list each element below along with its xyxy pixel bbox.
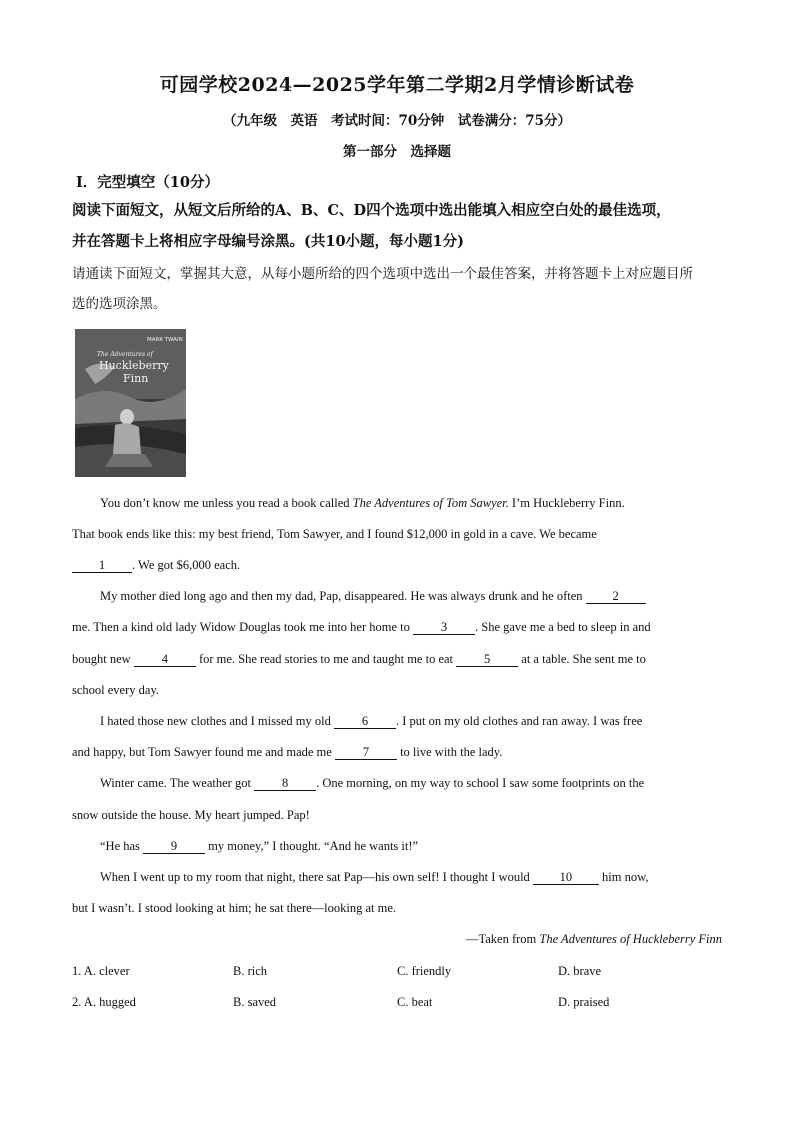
- option-1c[interactable]: C. friendly: [397, 964, 452, 978]
- option-1b[interactable]: B. rich: [233, 964, 268, 978]
- passage-line: I hated those new clothes and I missed my old 6 . I put on my old clothes and ran away. I was free: [100, 714, 643, 728]
- exam-info: （九年级 英语 考试时间：70分钟 试卷满分：75分）: [222, 113, 572, 129]
- passage-line: school every day.: [72, 683, 160, 697]
- instruction-bold-line-1: 阅读下面短文，从短文后所给的A、B、C、D四个选项中选出能填入相应空白处的最佳选项，: [72, 202, 671, 219]
- book-cover-image: [75, 329, 186, 477]
- blank-4: 4: [134, 652, 196, 667]
- section-heading: Ⅰ．完型填空（10分）: [76, 174, 219, 191]
- page-title: 可园学校2024—2025学年第二学期2月学情诊断试卷: [159, 74, 635, 96]
- option-2b[interactable]: B. saved: [233, 995, 277, 1009]
- blank-6: 6: [334, 714, 396, 729]
- instruction-line-2: 选的选项涂黑。: [72, 296, 167, 312]
- passage-line: but I wasn’t. I stood looking at him; he sat there—looking at me.: [72, 901, 397, 915]
- blank-2: 2: [586, 589, 646, 604]
- option-2d[interactable]: D. praised: [558, 995, 610, 1009]
- passage-line: That book ends like this: my best friend, Tom Sawyer, and I found $12,000 in gold in a cave. We became: [72, 527, 597, 541]
- blank-10: 10: [533, 870, 599, 885]
- option-1a[interactable]: 1. A. clever: [72, 964, 130, 978]
- cover-title-line-2: Huckleberry: [99, 359, 169, 372]
- cover-author: MARK TWAIN: [147, 337, 183, 343]
- option-1d[interactable]: D. brave: [558, 964, 602, 978]
- cover-title-line-1: The Adventures of: [97, 351, 153, 358]
- cover-title-line-3: Finn: [123, 372, 149, 385]
- book-title: The Adventures of Tom Sawyer.: [352, 496, 509, 510]
- blank-9: 9: [143, 839, 205, 854]
- passage-line: snow outside the house. My heart jumped. Pap!: [72, 808, 310, 822]
- blank-8: 8: [254, 776, 316, 791]
- option-2a[interactable]: 2. A. hugged: [72, 995, 136, 1009]
- passage-line: 1 . We got $6,000 each.: [72, 558, 732, 573]
- option-2c[interactable]: C. beat: [397, 995, 433, 1009]
- passage-line: My mother died long ago and then my dad, Pap, disappeared. He was always drunk and he often 2: [100, 589, 732, 604]
- part-heading: 第一部分 选择题: [343, 144, 451, 160]
- blank-7: 7: [335, 745, 397, 760]
- blank-3: 3: [413, 620, 475, 635]
- passage-line: You don’t know me unless you read a book called The Adventures of Tom Sawyer. I’m Huckleberry Finn.: [100, 496, 625, 510]
- instruction-bold-line-2: 并在答题卡上将相应字母编号涂黑。(共10小题，每小题1分): [72, 233, 464, 250]
- passage-line: “He has 9 my money,” I thought. “And he wants it!”: [100, 839, 419, 853]
- blank-5: 5: [456, 652, 518, 667]
- instruction-line-1: 请通读下面短文，掌握其大意，从每小题所给的四个选项中选出一个最佳答案，并将答题卡上对应题目所: [72, 266, 693, 282]
- passage-line: me. Then a kind old lady Widow Douglas took me into her home to 3 . She gave me a bed to sleep in and: [72, 620, 651, 634]
- passage-line: When I went up to my room that night, there sat Pap—his own self! I thought I would 10 him now,: [100, 870, 649, 884]
- passage-line: Winter came. The weather got 8 . One morning, on my way to school I saw some footprints on the: [100, 776, 645, 790]
- passage-line: and happy, but Tom Sawyer found me and made me 7 to live with the lady.: [72, 745, 503, 759]
- book-cover-illustration: [75, 329, 186, 477]
- blank-1: 1: [72, 558, 132, 573]
- passage-source: —Taken from The Adventures of Huckleberry Finn: [465, 932, 722, 946]
- passage-line: bought new 4 for me. She read stories to me and taught me to eat 5 at a table. She sent me to: [72, 652, 646, 666]
